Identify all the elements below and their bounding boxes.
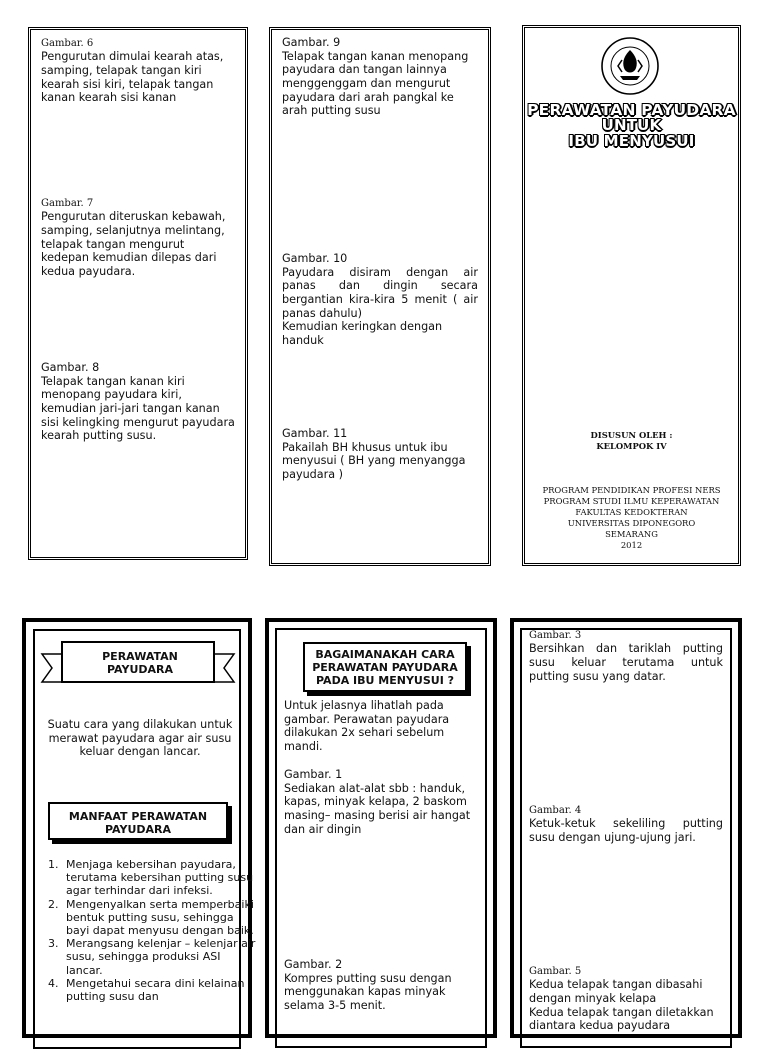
step-10 bbox=[282, 252, 478, 348]
step-1-label: Gambar. 1 bbox=[284, 768, 343, 781]
step-4 bbox=[529, 805, 723, 845]
step-11 bbox=[282, 427, 478, 482]
step-9 bbox=[282, 36, 478, 118]
panel-bottom-right bbox=[510, 618, 742, 1038]
step-4-text: Ketuk-ketuk sekeliling putting susu dengan ujung-ujung jari. bbox=[529, 817, 723, 844]
cover-title-line2: UNTUK bbox=[601, 116, 662, 135]
step-5-text: Kedua telapak tangan dibasahi dengan minyak kelapa bbox=[529, 978, 703, 1005]
step-2-text: Kompres putting susu dengan menggunakan kapas minyak selama 3-5 menit. bbox=[284, 971, 452, 1012]
step-10-text: Payudara disiram dengan air panas dan dingin secara bergantian kira-kira 5 menit ( air panas dahulu) bbox=[282, 265, 478, 320]
step-8-label: Gambar. 8 bbox=[41, 361, 100, 374]
benefit-item: 4. Mengetahui secara dini kelainan putting susu dan bbox=[62, 977, 258, 1003]
step-2-label: Gambar. 2 bbox=[284, 958, 343, 971]
step-6 bbox=[41, 38, 235, 105]
step-7-label: Gambar. 7 bbox=[41, 198, 94, 209]
step-3 bbox=[529, 630, 723, 683]
step-9-label: Gambar. 9 bbox=[282, 36, 341, 49]
step-11-text: Pakailah BH khusus untuk ibu menyusui ( BH yang menyangga payudara ) bbox=[282, 440, 466, 481]
institution-line-1: PROGRAM PENDIDIKAN PROFESI NERS bbox=[542, 485, 721, 495]
cover-title-line1: PERAWATAN PAYUDARA bbox=[527, 101, 736, 119]
step-6-label: Gambar. 6 bbox=[41, 38, 94, 49]
institution-line-6: 2012 bbox=[620, 539, 643, 550]
step-1 bbox=[284, 768, 484, 836]
step-3-text: Bersihkan dan tariklah putting susu keluar terutama untuk putting susu yang datar. bbox=[529, 642, 723, 683]
step-4-label: Gambar. 4 bbox=[529, 805, 582, 816]
institution-line-5: SEMARANG bbox=[605, 528, 658, 539]
institution-line-3: FAKULTAS KEDOKTERAN bbox=[575, 506, 688, 517]
howto-heading: BAGAIMANAKAH CARA PERAWATAN PAYUDARA PADA IBU MENYUSUI ? bbox=[303, 642, 467, 692]
step-10-label: Gambar. 10 bbox=[282, 252, 348, 265]
cover-title-line3: IBU MENYUSUI bbox=[568, 132, 695, 151]
step-3-label: Gambar. 3 bbox=[529, 630, 582, 641]
step-2 bbox=[284, 958, 484, 1013]
benefits-title: MANFAAT PERAWATAN PAYUDARA bbox=[48, 802, 228, 840]
step-7-text: Pengurutan diteruskan kebawah, samping, selanjutnya melintang, telapak tangan mengurut kedepan kemudian dilepas dari kedua payudara. bbox=[41, 210, 226, 278]
institution-line-2: PROGRAM STUDI ILMU KEPERAWATAN bbox=[543, 495, 720, 506]
howto-intro: Untuk jelasnya lihatlah pada gambar. Perawatan payudara dilakukan 2x sehari sebelum mandi. bbox=[284, 699, 450, 753]
step-9-text: Telapak tangan kanan menopang payudara dan tangan lainnya menggenggam dan mengurut payudara dari arah pangkal ke arah putting susu bbox=[282, 49, 469, 118]
panel-cover bbox=[522, 25, 741, 566]
cover-authors bbox=[525, 430, 738, 452]
step-8 bbox=[41, 361, 235, 443]
group-name: KELOMPOK IV bbox=[596, 440, 667, 451]
step-10-text2: Kemudian keringkan dengan handuk bbox=[282, 320, 443, 347]
banner-title: PERAWATAN PAYUDARA bbox=[102, 650, 178, 677]
benefit-item: 1. Menjaga kebersihan payudara, terutama kebersihan putting susu agar terhindar dari infeksi. bbox=[62, 858, 258, 898]
step-1-text: Sediakan alat-alat sbb : handuk, kapas, minyak kelapa, 2 baskom masing– masing berisi air hangat dan air dingin bbox=[284, 781, 471, 836]
panel-top-left bbox=[28, 27, 248, 560]
benefits-list bbox=[40, 858, 258, 1003]
panel-top-middle bbox=[269, 27, 491, 566]
benefit-item: 3. Merangsang kelenjar – kelenjar air susu, sehingga produksi ASI lancar. bbox=[62, 937, 258, 977]
step-6-text: Pengurutan dimulai kearah atas, samping, telapak tangan kiri kearah sisi kiri, telapak tangan kanan kearah sisi kanan bbox=[41, 50, 224, 105]
definition-text: Suatu cara yang dilakukan untuk merawat payudara agar air susu keluar dengan lancar. bbox=[47, 718, 233, 759]
step-8-text: Telapak tangan kanan kiri menopang payudara kiri, kemudian jari-jari tangan kanan sisi kelingking mengurut payudara kearah putting susu. bbox=[41, 374, 235, 443]
benefit-item: 2. Mengenyalkan serta memperbaiki bentuk putting susu, sehingga bayi dapat menyusu dengan baik. bbox=[62, 898, 258, 938]
cover-title bbox=[525, 102, 738, 150]
step-5-text2: Kedua telapak tangan diletakkan diantara kedua payudara bbox=[529, 1005, 714, 1033]
institution-line-4: UNIVERSITAS DIPONEGORO bbox=[567, 517, 696, 528]
university-seal-icon bbox=[600, 36, 660, 96]
compiled-by: DISUSUN OLEH : bbox=[590, 430, 673, 440]
step-5-label: Gambar. 5 bbox=[529, 966, 582, 977]
panel-bottom-middle bbox=[265, 618, 497, 1038]
cover-institution bbox=[525, 485, 738, 551]
step-7 bbox=[41, 198, 235, 278]
step-11-label: Gambar. 11 bbox=[282, 427, 348, 440]
panel-bottom-left bbox=[22, 618, 256, 1038]
step-5 bbox=[529, 966, 723, 1033]
